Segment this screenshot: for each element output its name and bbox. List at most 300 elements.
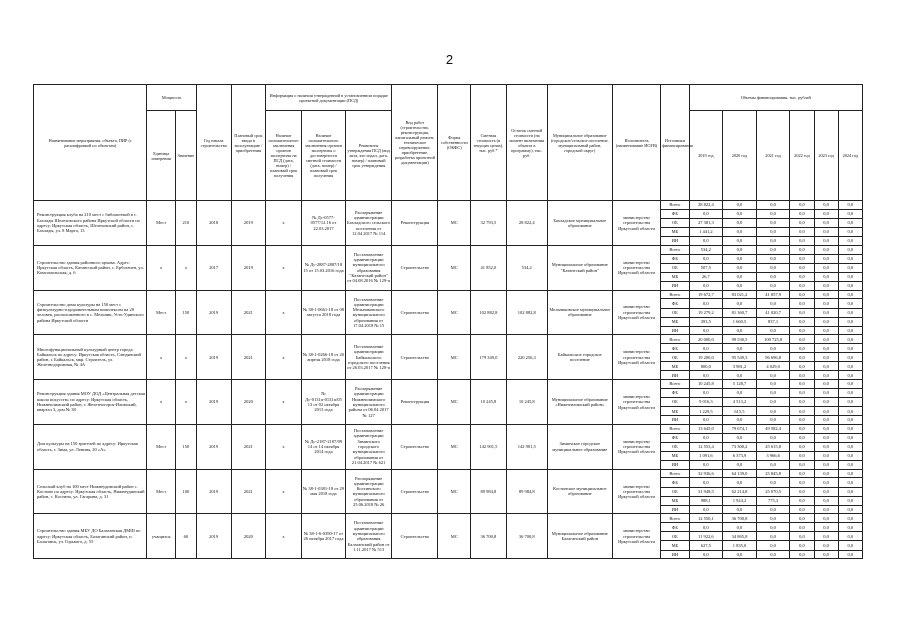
funding-source: ОБ (661, 398, 689, 407)
funding-amount: 0,0 (814, 550, 838, 559)
capacity-unit: х (147, 245, 175, 290)
funding-amount: 0,0 (723, 272, 757, 281)
cost-conclusion: № 38-1-0661-18 от 08 августа 2018 года (301, 290, 345, 335)
estimated-cost: 89 984,8 (471, 469, 507, 514)
funding-amount: 0,0 (814, 505, 838, 514)
funding-amount: 0,0 (790, 237, 814, 246)
funding-amount: 0,0 (723, 523, 757, 532)
funding-amount: 0,0 (814, 398, 838, 407)
funding-amount: 19 200,0 (689, 353, 723, 362)
funding-amount: 0,0 (838, 398, 862, 407)
funding-amount: 0,0 (756, 541, 790, 550)
funding-amount: 800,0 (689, 362, 723, 371)
funding-amount: 0,0 (814, 478, 838, 487)
executor: министерство строительства Иркутской области (612, 380, 660, 425)
header-work-type: Вид работ (строительство, реконструкция, капитальный ремонт, техническое перевооружение, приобретение, разработка проектной документации) (392, 85, 438, 201)
funding-amount: 0,0 (838, 308, 862, 317)
funding-amount: 0,0 (838, 317, 862, 326)
funding-source: ОБ (661, 353, 689, 362)
funding-amount: 0,0 (723, 218, 757, 227)
psd-requisites: Распоряжение администрации Костинского муниципального образования от 25.06.2018 № 26 (346, 469, 392, 514)
funding-amount: 0,0 (790, 523, 814, 532)
funding-amount: 0,0 (838, 478, 862, 487)
executor: министерство строительства Иркутской области (612, 469, 660, 514)
funding-source: МБ (661, 272, 689, 281)
capacity-unit: Мест (147, 469, 175, 514)
table-row (34, 514, 863, 523)
funding-amount: 96 696,8 (756, 353, 790, 362)
funding-amount: 0,0 (790, 201, 814, 210)
funding-amount: 0,0 (838, 487, 862, 496)
funding-amount: 0,0 (723, 237, 757, 246)
pos-conclusion: х (266, 335, 302, 380)
ownership: МС (438, 245, 471, 290)
capacity-unit: х (147, 380, 175, 425)
start-year: 2019 (196, 290, 231, 335)
funding-amount: 0,0 (689, 461, 723, 470)
funding-amount: 0,0 (756, 281, 790, 290)
funding-amount: 0,0 (814, 326, 838, 335)
funding-amount: 0,0 (723, 209, 757, 218)
funding-amount: 41 020,7 (756, 308, 790, 317)
funding-amount: 0,0 (756, 228, 790, 237)
psd-requisites: Постановление администрации муниципального образования Балаганский район от 1.11.2017 № 513 (346, 514, 392, 559)
plan-year: 2021 (231, 290, 266, 335)
pos-conclusion: х (266, 380, 302, 425)
funding-amount: 0,0 (838, 388, 862, 397)
table-row (34, 380, 863, 389)
funding-amount: 0,0 (838, 407, 862, 416)
funding-source: Всего (661, 469, 689, 478)
funding-source: ИИ (661, 461, 689, 470)
funding-amount: 0,0 (689, 326, 723, 335)
funding-source: ИИ (661, 550, 689, 559)
funding-amount: 0,0 (790, 335, 814, 344)
remaining-cost: 10 245,8 (506, 380, 547, 425)
remaining-cost: 220 256,3 (506, 335, 547, 380)
funding-amount: 0,0 (790, 416, 814, 425)
funding-amount: 0,0 (790, 344, 814, 353)
funding-source: ФБ (661, 388, 689, 397)
funding-amount: 81 360,7 (723, 308, 757, 317)
pos-conclusion: х (266, 290, 302, 335)
funding-amount: 0,0 (814, 281, 838, 290)
object-name: Многофункциональный культурный центр города Байкальск по адресу: Иркутская область, Слюдянский район, г. Байкальск, мкр. Строитель, ул. Железнодорожная, № 4А (34, 335, 147, 380)
estimated-cost: 41 852,0 (471, 245, 507, 290)
funding-amount: 0,0 (838, 451, 862, 460)
psd-requisites: Распоряжение администрации Нижнеилимского муниципального района от 06.04.2017 № 127 (346, 380, 392, 425)
header-year: 2020 год (723, 111, 757, 201)
funding-amount: 0,0 (756, 245, 790, 254)
funding-amount: 0,0 (814, 344, 838, 353)
executor: министерство строительства Иркутской области (612, 290, 660, 335)
funding-amount: 0,0 (814, 461, 838, 470)
header-pos-conclusion: Наличие положительного заключения органов экспертизы на ПСД (дата, номер) / плановый срок получения (266, 111, 302, 201)
funding-amount: 0,0 (838, 344, 862, 353)
funding-amount: 45 615,8 (756, 442, 790, 451)
funding-source: ИИ (661, 326, 689, 335)
object-name: Сельский клуб на 100 мест Нижнеудинский район с. Костино по адресу: Иркутская область, Нижнеудинский район, с. Костино, ул. Гагарина, д. 31 (34, 469, 147, 514)
funding-amount: 0,0 (756, 218, 790, 227)
funding-amount: 0,0 (689, 344, 723, 353)
plan-year: 2021 (231, 469, 266, 514)
funding-amount: 0,0 (814, 218, 838, 227)
funding-amount: 1 229,5 (689, 407, 723, 416)
funding-amount: 0,0 (756, 237, 790, 246)
psd-requisites: Распоряжение администрации Бахладского сельского поселения от 12.04.2017 № 114 (346, 201, 392, 246)
start-year: 2019 (196, 514, 231, 559)
funding-source: МБ (661, 228, 689, 237)
work-type: Строительство (392, 469, 438, 514)
funding-amount: 34 865,8 (723, 532, 757, 541)
municipality: Мельниковское муниципальное образование (547, 290, 612, 335)
funding-source: ИИ (661, 416, 689, 425)
capacity-value: х (175, 245, 196, 290)
capacity-value: 150 (175, 424, 196, 469)
funding-amount: 0,0 (790, 487, 814, 496)
pos-conclusion: х (266, 469, 302, 514)
funding-amount: 0,0 (790, 299, 814, 308)
funding-amount: 0,0 (723, 344, 757, 353)
funding-amount: 0,0 (814, 416, 838, 425)
funding-amount: 0,0 (838, 541, 862, 550)
funding-amount: 0,0 (689, 299, 723, 308)
funding-amount: 0,0 (689, 388, 723, 397)
funding-amount: 0,0 (814, 263, 838, 272)
funding-source: Всего (661, 201, 689, 210)
funding-amount: 0,0 (814, 523, 838, 532)
funding-amount: 32 936,6 (689, 469, 723, 478)
funding-amount: 0,0 (723, 254, 757, 263)
funding-amount: 0,0 (723, 263, 757, 272)
executor: министерство строительства Иркутской области (612, 201, 660, 246)
funding-amount: 0,0 (838, 299, 862, 308)
funding-amount: 0,0 (790, 371, 814, 380)
funding-amount: 0,0 (790, 281, 814, 290)
header-municipality: Муниципальное образование (городское/сельское поселение, муниципальный район, городской округ) (547, 85, 612, 201)
funding-amount: 0,0 (723, 281, 757, 290)
funding-amount: 0,0 (838, 424, 862, 433)
funding-amount: 0,0 (790, 272, 814, 281)
funding-amount: 31 948,5 (689, 487, 723, 496)
work-type: Строительство (392, 514, 438, 559)
funding-amount: 0,0 (723, 505, 757, 514)
cost-conclusion: № Дс-0577-0577/12.16 от 22.03.2017 (301, 201, 345, 246)
funding-amount: 0,0 (723, 388, 757, 397)
funding-amount: 0,0 (814, 371, 838, 380)
funding-amount: 0,0 (838, 532, 862, 541)
funding-amount: 49 582,4 (756, 424, 790, 433)
cost-conclusion: № Дс-2187-2187/09 14 от 14 октября 2014 года (301, 424, 345, 469)
funding-amount: 0,0 (838, 228, 862, 237)
funding-amount: 0,0 (756, 461, 790, 470)
funding-amount: 4 029,0 (756, 362, 790, 371)
funding-amount: 0,0 (814, 237, 838, 246)
funding-amount: 0,0 (723, 416, 757, 425)
funding-source: ФБ (661, 478, 689, 487)
funding-amount: 0,0 (756, 272, 790, 281)
funding-amount: 0,0 (756, 505, 790, 514)
funding-amount: 837,1 (756, 317, 790, 326)
header-year: 2024 год (838, 111, 862, 201)
capacity-value: 60 (175, 514, 196, 559)
header-psd-info: Информация о наличии утвержденной в установленном порядке проектной документации (ПСД) (266, 85, 392, 111)
work-type: Строительство (392, 245, 438, 290)
funding-amount: 28 822,4 (689, 201, 723, 210)
table-row (34, 424, 863, 433)
remaining-cost: 28 822,4 (506, 201, 547, 246)
funding-amount: 0,0 (814, 407, 838, 416)
funding-amount: 0,0 (790, 209, 814, 218)
funding-amount: 0,0 (814, 245, 838, 254)
funding-amount: 100 725,8 (756, 335, 790, 344)
remaining-cost: 102 882,8 (506, 290, 547, 335)
funding-amount: 0,0 (814, 487, 838, 496)
funding-amount: 27 381,3 (689, 218, 723, 227)
psd-requisites: Постановление администрации Мельниковского муниципального образования от 17.04.2018 № 15 (346, 290, 392, 335)
funding-source: Всего (661, 424, 689, 433)
funding-amount: 0,0 (838, 371, 862, 380)
psd-requisites: Постановление администрации Зиминского городского муниципального образования от 21.04.2017 № 621 (346, 424, 392, 469)
funding-amount: 0,0 (756, 478, 790, 487)
funding-amount: 0,0 (814, 335, 838, 344)
funding-amount: 0,0 (756, 201, 790, 210)
funding-amount: 0,0 (838, 237, 862, 246)
executor: министерство строительства Иркутской области (612, 335, 660, 380)
page-number: 2 (445, 52, 454, 67)
funding-amount: 0,0 (790, 461, 814, 470)
funding-amount: 0,0 (814, 290, 838, 299)
remaining-cost: 89 984,8 (506, 469, 547, 514)
funding-amount: 99 530,5 (723, 335, 757, 344)
header-value: Значение (175, 111, 196, 201)
header-sources: Источники финансирования (661, 85, 689, 201)
table-row (34, 201, 863, 210)
funding-amount: 0,0 (838, 218, 862, 227)
funding-source: ФБ (661, 254, 689, 263)
funding-amount: 0,0 (814, 362, 838, 371)
funding-amount: 0,0 (838, 290, 862, 299)
funding-amount: 0,0 (814, 451, 838, 460)
estimated-cost: 36 700,8 (471, 514, 507, 559)
remaining-cost: 36 700,8 (506, 514, 547, 559)
ownership: МС (438, 201, 471, 246)
cost-conclusion: № Дс-2887-2887/18 15 от 15.03.2016 года (301, 245, 345, 290)
work-type: Реконструкция (392, 380, 438, 425)
start-year: 2019 (196, 424, 231, 469)
pos-conclusion: х (266, 424, 302, 469)
funding-amount: 0,0 (838, 281, 862, 290)
funding-source: ФБ (661, 344, 689, 353)
funding-amount: 0,0 (814, 433, 838, 442)
funding-amount: 95 549,3 (723, 353, 757, 362)
funding-amount: 0,0 (756, 326, 790, 335)
funding-amount: 0,0 (756, 371, 790, 380)
ownership: МС (438, 424, 471, 469)
funding-amount: 3 981,2 (723, 362, 757, 371)
object-name: Строительство дома культуры на 150 мест с физкультурно-оздоровительным комплексом на 20 человек, расположенного в с. Мельник, Усть-Удинского района Иркутской области (34, 290, 147, 335)
capacity-value: х (175, 380, 196, 425)
header-name: Наименование мероприятия, объекта, ПИР (с расшифровкой по объектам) (34, 85, 147, 201)
header-est-cost: Сметная стоимость (в текущих ценах), тыс. руб.* (471, 85, 507, 201)
funding-amount: 0,0 (838, 433, 862, 442)
funding-amount: 25 070,5 (756, 487, 790, 496)
funding-source: ОБ (661, 308, 689, 317)
header-year: 2021 год (756, 111, 790, 201)
funding-amount: 0,0 (689, 371, 723, 380)
funding-amount: 0,0 (756, 532, 790, 541)
pos-conclusion: х (266, 201, 302, 246)
funding-amount: 0,0 (790, 469, 814, 478)
funding-amount: 0,0 (838, 514, 862, 523)
start-year: 2019 (196, 469, 231, 514)
municipality: Муниципальное образование «Нижнеилимский район» (547, 380, 612, 425)
object-name: Реконструкция клуба на 210 мест с библиотекой в с. Бахлады Шелеховского района Иркутской области по адресу: Иркутская область, Шелеховский район, с. Бахлады, ул. 8 Марта, 13 (34, 201, 147, 246)
funding-source: ОБ (661, 263, 689, 272)
funding-amount: 0,0 (756, 398, 790, 407)
funding-amount: 0,0 (756, 299, 790, 308)
municipality: Бахладское муниципальное образование (547, 201, 612, 246)
funding-amount: 988,1 (689, 496, 723, 505)
funding-amount: 0,0 (756, 433, 790, 442)
funding-amount: 5 128,7 (723, 380, 757, 389)
funding-amount: 19 279,2 (689, 308, 723, 317)
funding-source: ФБ (661, 299, 689, 308)
header-year: 2022 год (790, 111, 814, 201)
funding-amount: 0,0 (838, 326, 862, 335)
capacity-unit: Мест (147, 290, 175, 335)
funding-amount: 0,0 (723, 478, 757, 487)
funding-amount: 0,0 (814, 532, 838, 541)
funding-amount: 0,0 (790, 478, 814, 487)
ownership: МС (438, 469, 471, 514)
funding-amount: 0,0 (790, 550, 814, 559)
funding-amount: 0,0 (790, 424, 814, 433)
funding-amount: 0,0 (689, 523, 723, 532)
funding-amount: 83 021,2 (723, 290, 757, 299)
start-year: 2017 (196, 245, 231, 290)
funding-amount: 0,0 (838, 523, 862, 532)
funding-amount: 0,0 (723, 433, 757, 442)
capacity-value: 210 (175, 201, 196, 246)
funding-source: МБ (661, 362, 689, 371)
object-name: Строительство здания районного архива. Адрес: Иркутская область, Катангский район, с. Ербогачен, ул. Комсомольская, д. 6 (34, 245, 147, 290)
executor: министерство строительства Иркутской области (612, 245, 660, 290)
capacity-unit: Мест (147, 424, 175, 469)
funding-amount: 0,0 (838, 550, 862, 559)
capacity-value: х (175, 335, 196, 380)
funding-amount: 0,0 (689, 237, 723, 246)
funding-amount: 0,0 (790, 317, 814, 326)
header-plan-year: Плановый срок ввода в эксплуатацию / приобретения (231, 85, 266, 201)
header-requisites: Реквизиты утверждения ПСД (вид акта, кто издал, дата, номер) / плановый срок утверждения (346, 111, 392, 201)
funding-amount: 0,0 (838, 254, 862, 263)
funding-amount: 0,0 (723, 245, 757, 254)
funding-amount: 1 835,0 (723, 541, 757, 550)
funding-amount: 0,0 (790, 245, 814, 254)
funding-amount: 0,0 (838, 442, 862, 451)
table-row (34, 245, 863, 254)
ownership: МС (438, 514, 471, 559)
funding-amount: 1 441,2 (689, 228, 723, 237)
capacity-value: 100 (175, 469, 196, 514)
funding-amount: 13 645,0 (689, 424, 723, 433)
funding-source: ФБ (661, 209, 689, 218)
funding-amount: 0,0 (838, 505, 862, 514)
funding-amount: 0,0 (814, 388, 838, 397)
funding-amount: 0,0 (723, 371, 757, 380)
funding-amount: 79 674,1 (723, 424, 757, 433)
funding-amount: 0,0 (756, 407, 790, 416)
funding-amount: 0,0 (814, 317, 838, 326)
work-type: Реконструкция (392, 201, 438, 246)
funding-amount: 0,0 (790, 398, 814, 407)
funding-amount: 1 091,6 (689, 451, 723, 460)
plan-year: 2020 (231, 514, 266, 559)
funding-amount: 0,0 (689, 209, 723, 218)
capacity-value: 150 (175, 290, 196, 335)
table-row (34, 335, 863, 344)
funding-amount: 0,0 (814, 308, 838, 317)
funding-source: МБ (661, 451, 689, 460)
header-year: 2023 год (814, 111, 838, 201)
funding-amount: 0,0 (838, 272, 862, 281)
municipality: Зиминское городское муниципальное образование (547, 424, 612, 469)
funding-source: МБ (661, 496, 689, 505)
funding-amount: 0,0 (723, 299, 757, 308)
funding-source: ОБ (661, 487, 689, 496)
funding-source: ОБ (661, 442, 689, 451)
funding-amount: 0,0 (790, 541, 814, 550)
plan-year: 2021 (231, 424, 266, 469)
header-capacity: Мощность (147, 85, 196, 111)
funding-amount: 0,0 (814, 353, 838, 362)
header-financing: Объемы финансирования, тыс. рублей (689, 85, 862, 111)
funding-amount: 0,0 (814, 254, 838, 263)
funding-amount: 0,0 (790, 290, 814, 299)
funding-amount: 0,0 (756, 416, 790, 425)
plan-year: 2021 (231, 335, 266, 380)
funding-amount: 0,0 (790, 505, 814, 514)
funding-amount: 0,0 (814, 469, 838, 478)
funding-amount: 0,0 (838, 362, 862, 371)
funding-amount: 1 660,5 (723, 317, 757, 326)
capacity-unit: учащихся (147, 514, 175, 559)
municipality: Байкальское городское поселение (547, 335, 612, 380)
object-name: Строительство здания МБУ ДО Балаганская ДМШ по адресу: Иркутская область, Балаганский район, п. Балаганск, ул. Горького, д. 55 (34, 514, 147, 559)
funding-amount: 0,0 (814, 424, 838, 433)
funding-source: ОБ (661, 218, 689, 227)
funding-amount: 0,0 (838, 209, 862, 218)
funding-amount: 0,0 (814, 299, 838, 308)
funding-amount: 0,0 (838, 263, 862, 272)
funding-source: ФБ (661, 433, 689, 442)
funding-amount: 62 214,8 (723, 487, 757, 496)
funding-source: Всего (661, 335, 689, 344)
work-type: Строительство (392, 424, 438, 469)
funding-amount: 0,0 (756, 209, 790, 218)
funding-amount: 507,5 (689, 263, 723, 272)
funding-amount: 534,2 (689, 245, 723, 254)
funding-amount: 0,0 (756, 514, 790, 523)
executor: министерство строительства Иркутской области (612, 514, 660, 559)
funding-amount: 26,7 (689, 272, 723, 281)
funding-amount: 0,0 (814, 541, 838, 550)
remaining-cost: 142 901,5 (506, 424, 547, 469)
estimated-cost: 32 793,5 (471, 201, 507, 246)
header-unit: Единица измерения (147, 111, 175, 201)
funding-amount: 0,0 (790, 254, 814, 263)
